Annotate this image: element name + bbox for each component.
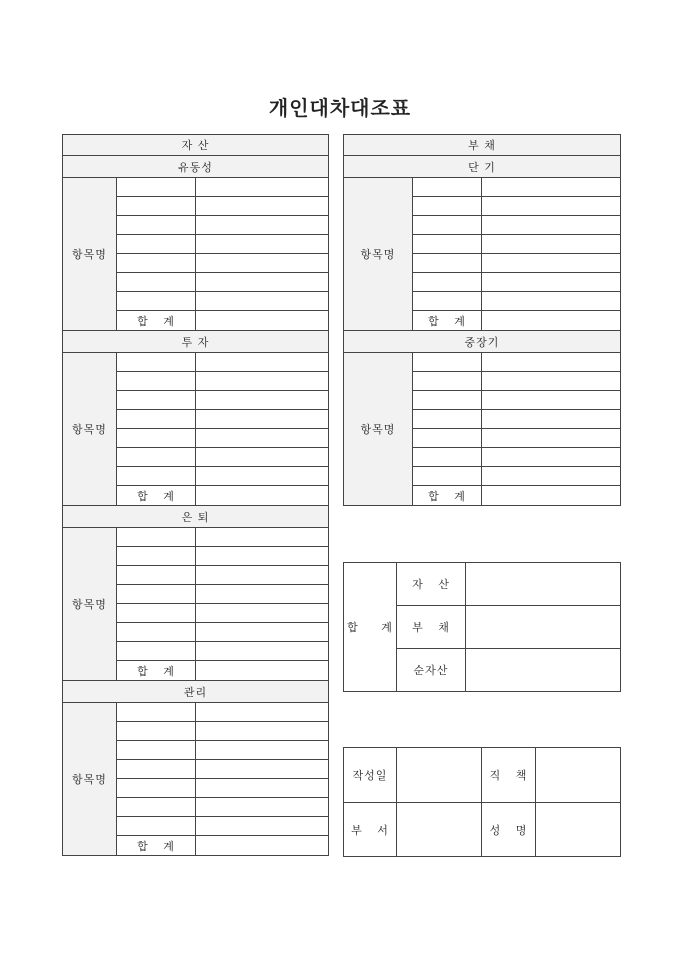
asset-item-name-cell (116, 565, 196, 585)
asset-item-name-cell (116, 177, 196, 197)
asset-item-name-cell (116, 428, 196, 448)
asset-item-label-cell (62, 702, 117, 856)
liability-total-label-cell-text: 합 계 (428, 314, 466, 328)
summary-row-label (396, 648, 466, 692)
asset-section-title (62, 330, 329, 353)
asset-total-label-cell (116, 835, 196, 856)
liability-section-title-text: 중장기 (464, 335, 500, 349)
asset-header-text: 자 산 (181, 139, 210, 152)
liability-item-name-cell (412, 428, 482, 448)
liability-total-label-cell-text: 합 계 (428, 489, 466, 503)
asset-total-label-cell-text: 합 계 (137, 314, 175, 328)
liability-item-label-cell-text: 항목명 (360, 248, 396, 261)
summary-value-cell (465, 605, 621, 649)
asset-item-name-cell (116, 447, 196, 467)
liability-item-name-cell (412, 196, 482, 216)
liability-item-value-cell (481, 196, 621, 216)
asset-item-label-cell (62, 352, 117, 506)
asset-item-value-cell (195, 721, 329, 741)
liability-item-name-cell (412, 466, 482, 486)
liability-item-name-cell (412, 409, 482, 429)
liability-item-value-cell (481, 234, 621, 254)
asset-item-value-cell (195, 371, 329, 391)
signature-label-text: 직 책 (489, 769, 528, 782)
liability-section-title (343, 330, 621, 353)
liability-item-value-cell (481, 177, 621, 197)
asset-item-value-cell (195, 641, 329, 661)
summary-row-label-text: 부 채 (412, 621, 450, 634)
summary-row-label (396, 562, 466, 606)
asset-item-name-cell (116, 641, 196, 661)
asset-total-value-cell (195, 310, 329, 331)
liability-item-value-cell (481, 215, 621, 235)
asset-total-label-cell (116, 485, 196, 506)
liability-item-name-cell (412, 352, 482, 372)
liability-item-name-cell (412, 272, 482, 292)
asset-total-value-cell (195, 485, 329, 506)
asset-item-name-cell (116, 702, 196, 722)
asset-item-name-cell (116, 797, 196, 817)
liability-item-name-cell (412, 390, 482, 410)
asset-item-value-cell (195, 797, 329, 817)
asset-item-value-cell (195, 584, 329, 604)
liability-item-value-cell (481, 409, 621, 429)
summary-value-cell (465, 648, 621, 692)
asset-item-label-cell-text: 항목명 (72, 598, 107, 611)
summary-value-cell (465, 562, 621, 606)
asset-item-name-cell (116, 390, 196, 410)
asset-total-label-cell-text: 합 계 (137, 664, 175, 678)
asset-item-value-cell (195, 177, 329, 197)
asset-item-value-cell (195, 291, 329, 311)
asset-item-value-cell (195, 603, 329, 623)
asset-total-value-cell (195, 660, 329, 681)
asset-item-value-cell (195, 234, 329, 254)
asset-item-value-cell (195, 352, 329, 372)
summary-total-label-text: 합 계 (347, 621, 393, 634)
signature-label-text: 부 서 (351, 823, 389, 837)
liability-item-name-cell (412, 177, 482, 197)
asset-item-name-cell (116, 816, 196, 836)
asset-section-title (62, 680, 329, 703)
asset-item-name-cell (116, 352, 196, 372)
liability-item-value-cell (481, 447, 621, 467)
asset-item-value-cell (195, 215, 329, 235)
asset-item-name-cell (116, 409, 196, 429)
signature-label (481, 747, 536, 803)
liability-item-label-cell (343, 177, 413, 331)
liability-total-label-cell (412, 485, 482, 506)
asset-item-value-cell (195, 272, 329, 292)
asset-item-value-cell (195, 527, 329, 547)
liability-item-name-cell (412, 253, 482, 273)
asset-item-name-cell (116, 234, 196, 254)
signature-entry-cell (535, 802, 621, 857)
asset-item-value-cell (195, 447, 329, 467)
asset-item-value-cell (195, 546, 329, 566)
asset-item-name-cell (116, 622, 196, 642)
liability-item-name-cell (412, 371, 482, 391)
asset-item-name-cell (116, 196, 196, 216)
asset-item-name-cell (116, 721, 196, 741)
asset-item-value-cell (195, 253, 329, 273)
liability-item-value-cell (481, 371, 621, 391)
summary-row-label-text: 순자산 (413, 664, 449, 677)
asset-item-name-cell (116, 215, 196, 235)
liability-section-title-text: 단 기 (468, 160, 496, 174)
asset-section-title (62, 155, 329, 178)
asset-total-value-cell (195, 835, 329, 856)
signature-label-text: 성 명 (489, 823, 528, 837)
asset-section-title-text: 은 퇴 (181, 510, 210, 524)
liability-item-label-cell (343, 352, 413, 506)
summary-total-label (343, 562, 397, 692)
liability-item-name-cell (412, 215, 482, 235)
liability-item-value-cell (481, 253, 621, 273)
asset-total-label-cell-text: 합 계 (137, 839, 175, 853)
asset-item-value-cell (195, 409, 329, 429)
liability-item-value-cell (481, 272, 621, 292)
asset-item-value-cell (195, 778, 329, 798)
page-title: 개인대차대조표 (268, 96, 412, 120)
signature-entry-cell (396, 747, 482, 803)
asset-section-title-text: 관리 (183, 685, 208, 699)
liability-item-value-cell (481, 390, 621, 410)
asset-item-label-cell (62, 177, 117, 331)
asset-item-name-cell (116, 584, 196, 604)
liability-item-value-cell (481, 466, 621, 486)
liability-section-title (343, 155, 621, 178)
summary-row-label-text: 자 산 (412, 578, 450, 591)
asset-item-name-cell (116, 778, 196, 798)
asset-item-name-cell (116, 291, 196, 311)
asset-item-name-cell (116, 466, 196, 486)
signature-label-text: 작성일 (352, 769, 388, 782)
liability-total-label-cell (412, 310, 482, 331)
asset-item-value-cell (195, 196, 329, 216)
liability-header-text: 부 채 (468, 139, 496, 152)
asset-item-name-cell (116, 253, 196, 273)
asset-section-title-text: 유동성 (178, 160, 213, 174)
signature-entry-cell (396, 802, 482, 857)
signature-label (343, 747, 397, 803)
asset-item-label-cell-text: 항목명 (72, 248, 107, 261)
asset-item-label-cell-text: 항목명 (72, 423, 107, 436)
liability-total-value-cell (481, 310, 621, 331)
asset-item-name-cell (116, 759, 196, 779)
asset-item-label-cell (62, 527, 117, 681)
asset-item-value-cell (195, 466, 329, 486)
asset-item-name-cell (116, 546, 196, 566)
asset-item-value-cell (195, 390, 329, 410)
liability-item-value-cell (481, 291, 621, 311)
asset-section-title-text: 투 자 (181, 335, 210, 349)
liability-item-value-cell (481, 352, 621, 372)
asset-total-label-cell (116, 310, 196, 331)
liability-item-name-cell (412, 447, 482, 467)
asset-item-value-cell (195, 428, 329, 448)
liability-header (343, 134, 621, 156)
signature-entry-cell (535, 747, 621, 803)
asset-item-value-cell (195, 759, 329, 779)
asset-item-name-cell (116, 527, 196, 547)
liability-item-value-cell (481, 428, 621, 448)
liability-item-name-cell (412, 234, 482, 254)
liability-item-label-cell-text: 항목명 (360, 423, 396, 436)
asset-section-title (62, 505, 329, 528)
asset-item-value-cell (195, 702, 329, 722)
asset-item-name-cell (116, 603, 196, 623)
liability-item-name-cell (412, 291, 482, 311)
asset-item-name-cell (116, 371, 196, 391)
asset-item-value-cell (195, 565, 329, 585)
signature-label (343, 802, 397, 857)
liability-total-value-cell (481, 485, 621, 506)
asset-item-value-cell (195, 816, 329, 836)
asset-total-label-cell-text: 합 계 (137, 489, 175, 503)
summary-row-label (396, 605, 466, 649)
asset-item-value-cell (195, 740, 329, 760)
signature-label (481, 802, 536, 857)
asset-item-name-cell (116, 272, 196, 292)
asset-item-value-cell (195, 622, 329, 642)
asset-item-name-cell (116, 740, 196, 760)
asset-item-label-cell-text: 항목명 (72, 773, 107, 786)
asset-total-label-cell (116, 660, 196, 681)
asset-header (62, 134, 329, 156)
